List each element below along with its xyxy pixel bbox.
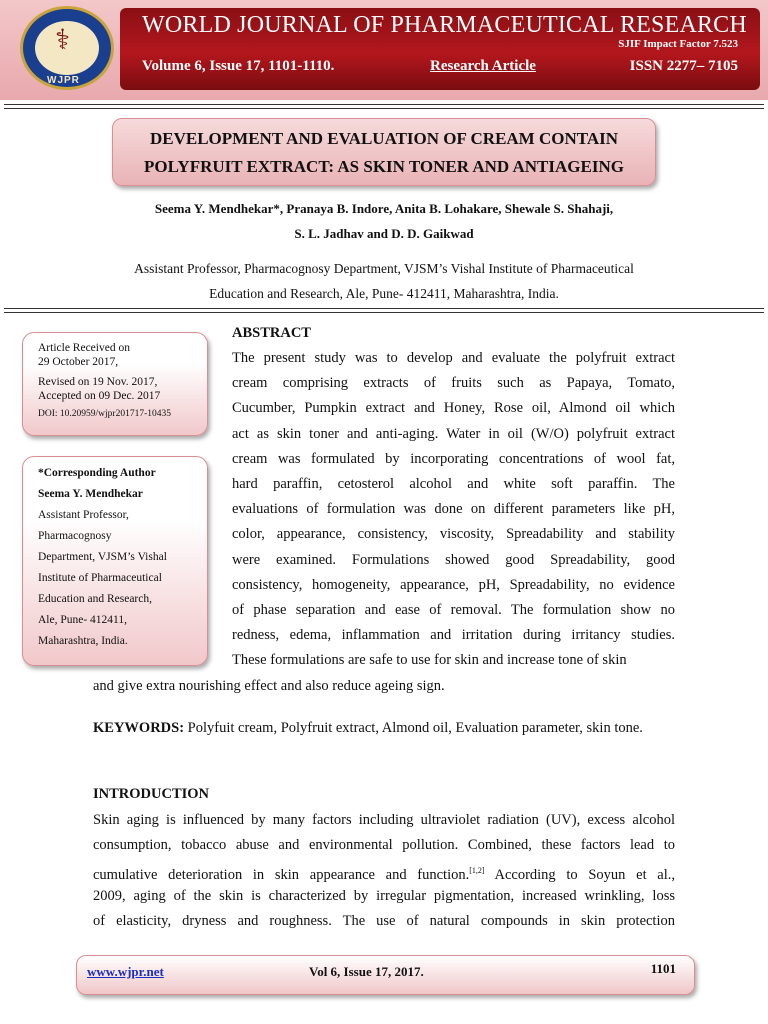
- page-footer: [76, 955, 695, 995]
- divider: [4, 104, 764, 105]
- author-line: S. L. Jadhav and D. D. Gaikwad: [294, 226, 474, 241]
- intro-line: consumption, tobacco abuse and environmental pollution. Combined, these factors lead to: [93, 837, 675, 854]
- intro-text: According to Soyun et al.,: [484, 867, 676, 884]
- citation: [1,2]: [469, 866, 485, 876]
- corresponding-heading: *Corresponding Author: [38, 467, 156, 479]
- divider: [4, 308, 764, 309]
- keywords: [93, 716, 675, 741]
- abstract-continuation: and give extra nourishing effect and also reduce ageing sign.: [93, 678, 445, 694]
- accepted-date: Accepted on 09 Dec. 2017: [38, 390, 161, 402]
- corresponding-line: Ale, Pune- 412411,: [38, 614, 128, 626]
- abstract-body: [232, 346, 675, 673]
- abstract-line: These formulations are safe to use for skin and increase tone of skin: [232, 652, 627, 669]
- journal-logo: [20, 6, 114, 90]
- doi: DOI: 10.20959/wjpr201717-10435: [38, 409, 171, 419]
- journal-title-box: [120, 8, 760, 90]
- abstract-line: consistency, homogeneity, appearance, pH, Spreadability, no evidence: [232, 576, 675, 593]
- abstract-line: hard paraffin, cetosterol alcohol and white soft paraffin. The: [232, 475, 675, 492]
- received-date: 29 October 2017,: [38, 356, 119, 368]
- caduceus-icon: ⚕: [55, 23, 71, 56]
- footer-issue: Vol 6, Issue 17, 2017.: [309, 964, 424, 979]
- author-line: Seema Y. Mendhekar*, Pranaya B. Indore, Anita B. Lohakare, Shewale S. Shahaji,: [154, 201, 614, 216]
- paper-title-line: DEVELOPMENT AND EVALUATION OF CREAM CONTAIN: [149, 129, 618, 148]
- intro-line: 2009, aging of the skin is characterized by irregular pigmentation, increased wrinkling, loss: [93, 887, 675, 904]
- paper-title-box: [112, 118, 656, 186]
- corresponding-line: Education and Research,: [38, 593, 152, 605]
- keywords-label: KEYWORDS:: [93, 720, 185, 736]
- abstract-line: cream comprising extracts of fruits such as Papaya, Tomato,: [232, 375, 675, 392]
- issn: ISSN 2277– 7105: [629, 58, 738, 74]
- intro-line: Skin aging is influenced by many factors including ultraviolet radiation (UV), excess alcohol: [93, 812, 675, 828]
- article-type: Research Article: [430, 58, 536, 74]
- intro-line: of elasticity, dryness and roughness. The use of natural compounds in skin protection: [93, 912, 675, 929]
- introduction-body: [93, 808, 675, 934]
- abstract-line: cream was formulated by incorporating concentrations of wool fat,: [232, 450, 675, 467]
- corresponding-line: Institute of Pharmaceutical: [38, 572, 162, 584]
- abstract-line: act as skin toner and anti-aging. Water in oil (W/O) polyfruit extract: [232, 425, 675, 442]
- abstract-line: The present study was to develop and evaluate the polyfruit extract: [232, 350, 675, 366]
- divider: [4, 108, 764, 109]
- abstract-line: evaluations of formulation was done on different parameters like pH,: [232, 501, 675, 518]
- corresponding-line: Pharmacognosy: [38, 530, 112, 542]
- abstract-line: redness, edema, inflammation and irritation during irritancy studies.: [232, 627, 675, 644]
- affiliation: [60, 256, 708, 306]
- volume-info: Volume 6, Issue 17, 1101-1110.: [142, 58, 335, 74]
- journal-name: WORLD JOURNAL OF PHARMACEUTICAL RESEARCH: [142, 12, 747, 38]
- corresponding-line: Assistant Professor,: [38, 509, 129, 521]
- intro-text: cumulative deterioration in skin appearance and function.: [93, 867, 470, 884]
- received-label: Article Received on: [38, 342, 130, 354]
- abstract-line: of phase separation and ease of removal. The formulation show no: [232, 601, 675, 618]
- keywords-text: Polyfuit cream, Polyfruit extract, Almond oil, Evaluation parameter, skin tone.: [184, 720, 643, 736]
- author-list: [60, 196, 708, 246]
- impact-factor: SJIF Impact Factor 7.523: [618, 38, 738, 50]
- affiliation-line: Assistant Professor, Pharmacognosy Department, VJSM’s Vishal Institute of Pharmaceutical: [134, 261, 634, 276]
- journal-banner: [0, 0, 768, 100]
- abstract-heading: ABSTRACT: [232, 325, 311, 341]
- corresponding-name: Seema Y. Mendhekar: [38, 488, 143, 500]
- paper-title-line: POLYFRUIT EXTRACT: AS SKIN TONER AND ANTIAGEING: [144, 157, 624, 176]
- intro-line: [93, 858, 675, 883]
- corresponding-line: Department, VJSM’s Vishal: [38, 551, 167, 563]
- article-info-box: [22, 332, 208, 436]
- paper-title: [113, 125, 655, 181]
- introduction-heading: INTRODUCTION: [93, 786, 210, 802]
- corresponding-line: Maharashtra, India.: [38, 635, 128, 647]
- abstract-line: Cucumber, Pumpkin extract and Honey, Rose oil, Almond oil which: [232, 400, 675, 417]
- logo-text: WJPR: [47, 75, 80, 86]
- corresponding-author-box: [22, 456, 208, 666]
- journal-link[interactable]: www.wjpr.net: [87, 964, 164, 979]
- affiliation-line: Education and Research, Ale, Pune- 412411, Maharashtra, India.: [209, 286, 559, 301]
- abstract-line: color, appearance, consistency, viscosity, Spreadability and stability: [232, 526, 675, 543]
- abstract-line: were examined. Formulations showed good Spreadability, good: [232, 551, 675, 568]
- revised-date: Revised on 19 Nov. 2017,: [38, 376, 158, 388]
- page-number: 1101: [650, 961, 676, 976]
- divider: [4, 312, 764, 313]
